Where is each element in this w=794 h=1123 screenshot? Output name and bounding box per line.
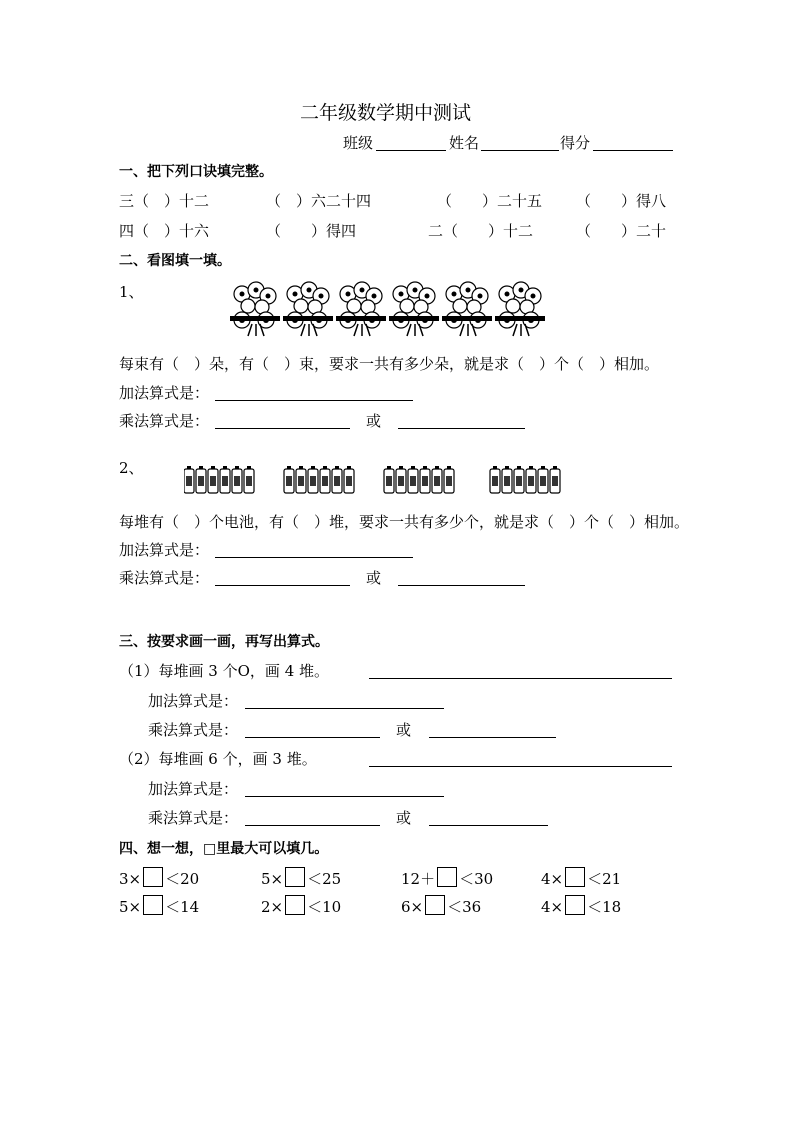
q3-1-add-label: 加法算式是： xyxy=(148,692,239,710)
score-label: 得分 xyxy=(560,134,591,152)
q3-2-or-label: 或 xyxy=(396,809,412,827)
answer-box[interactable] xyxy=(425,895,445,915)
q3-1-mul-answer-line-2[interactable] xyxy=(429,737,556,738)
inequality-item xyxy=(541,895,621,917)
s1-r2-c3: 二（ ）十二 xyxy=(428,222,534,240)
q2-2-number: 2、 xyxy=(119,459,144,477)
q3-1-prompt: （1）每堆画 3 个O，画 4 堆。 xyxy=(119,662,330,680)
score-field[interactable] xyxy=(593,150,673,151)
q2-1-or-label: 或 xyxy=(366,412,382,430)
q3-2-prompt: （2）每堆画 6 个，画 3 堆。 xyxy=(119,750,317,768)
q2-1-add-answer-line[interactable] xyxy=(215,400,413,401)
q2-1-mul-answer-line-1[interactable] xyxy=(215,428,350,429)
inequality-item xyxy=(119,867,199,889)
page-title: 二年级数学期中测试 xyxy=(300,102,472,124)
q2-2-mul-answer-line-2[interactable] xyxy=(398,585,525,586)
q3-1-add-answer-line[interactable] xyxy=(245,708,444,709)
inequality-prefix: 6× xyxy=(401,898,424,916)
q2-2-or-label: 或 xyxy=(366,569,382,587)
s1-r1-c2: （ ）六二十四 xyxy=(266,192,372,210)
q3-1-mul-label: 乘法算式是： xyxy=(148,721,239,739)
q2-1-add-label: 加法算式是： xyxy=(119,384,210,402)
inequality-prefix: 5× xyxy=(119,898,142,916)
inequality-suffix: ＜36 xyxy=(447,898,482,916)
q3-2-add-label: 加法算式是： xyxy=(148,780,239,798)
q3-1-or-label: 或 xyxy=(396,721,412,739)
inequality-prefix: 12＋ xyxy=(401,870,436,888)
s1-r2-c2: （ ）得四 xyxy=(266,222,357,240)
q3-1-drawing-line[interactable] xyxy=(369,678,672,679)
inequality-prefix: 2× xyxy=(261,898,284,916)
inequality-item xyxy=(541,867,621,889)
q3-2-add-answer-line[interactable] xyxy=(245,796,444,797)
section1-heading: 一、把下列口诀填完整。 xyxy=(119,164,273,180)
s1-r2-c4: （ ）二十 xyxy=(576,222,667,240)
inequality-item xyxy=(119,895,199,917)
s1-r1-c4: （ ）得八 xyxy=(576,192,667,210)
class-label: 班级 xyxy=(343,134,374,152)
inequality-prefix: 4× xyxy=(541,870,564,888)
q2-1-number: 1、 xyxy=(119,283,144,301)
q2-2-add-label: 加法算式是： xyxy=(119,541,210,559)
inequality-suffix: ＜30 xyxy=(459,870,494,888)
inequality-prefix: 4× xyxy=(541,898,564,916)
inequality-prefix: 5× xyxy=(261,870,284,888)
q3-2-mul-answer-line-2[interactable] xyxy=(429,825,548,826)
inequality-prefix: 3× xyxy=(119,870,142,888)
q3-2-drawing-line[interactable] xyxy=(369,766,672,767)
q3-2-mul-answer-line-1[interactable] xyxy=(245,825,380,826)
section4-heading: 四、想一想，□里最大可以填几。 xyxy=(119,841,329,857)
answer-box[interactable] xyxy=(565,867,585,887)
inequality-item xyxy=(401,895,481,917)
inequality-item xyxy=(261,895,341,917)
section3-heading: 三、按要求画一画，再写出算式。 xyxy=(119,634,329,650)
flower-bunches-image xyxy=(228,280,546,340)
inequality-item xyxy=(401,867,493,889)
q2-2-mul-answer-line-1[interactable] xyxy=(215,585,350,586)
q2-2-mul-label: 乘法算式是： xyxy=(119,569,210,587)
q2-2-add-answer-line[interactable] xyxy=(215,557,413,558)
q2-1-sentence: 每束有（ ）朵，有（ ）束，要求一共有多少朵，就是求（ ）个（ ）相加。 xyxy=(119,355,660,373)
inequality-suffix: ＜25 xyxy=(307,870,342,888)
answer-box[interactable] xyxy=(143,867,163,887)
inequality-suffix: ＜21 xyxy=(587,870,622,888)
name-field[interactable] xyxy=(481,150,559,151)
battery-piles-image xyxy=(184,466,568,496)
q2-2-sentence: 每堆有（ ）个电池，有（ ）堆，要求一共有多少个，就是求（ ）个（ ）相加。 xyxy=(119,513,690,531)
class-field[interactable] xyxy=(376,150,446,151)
name-label: 姓名 xyxy=(449,134,480,152)
inequality-suffix: ＜10 xyxy=(307,898,342,916)
answer-box[interactable] xyxy=(437,867,457,887)
answer-box[interactable] xyxy=(143,895,163,915)
answer-box[interactable] xyxy=(285,895,305,915)
s1-r1-c1: 三（ ）十二 xyxy=(119,192,210,210)
answer-box[interactable] xyxy=(565,895,585,915)
section2-heading: 二、看图填一填。 xyxy=(119,253,231,269)
s1-r1-c3: （ ）二十五 xyxy=(437,192,543,210)
inequality-suffix: ＜20 xyxy=(165,870,200,888)
q3-1-mul-answer-line-1[interactable] xyxy=(245,737,380,738)
q2-1-mul-label: 乘法算式是： xyxy=(119,412,210,430)
answer-box[interactable] xyxy=(285,867,305,887)
q3-2-mul-label: 乘法算式是： xyxy=(148,809,239,827)
q2-1-mul-answer-line-2[interactable] xyxy=(398,428,525,429)
inequality-suffix: ＜18 xyxy=(587,898,622,916)
inequality-suffix: ＜14 xyxy=(165,898,200,916)
s1-r2-c1: 四（ ）十六 xyxy=(119,222,210,240)
inequality-item xyxy=(261,867,341,889)
